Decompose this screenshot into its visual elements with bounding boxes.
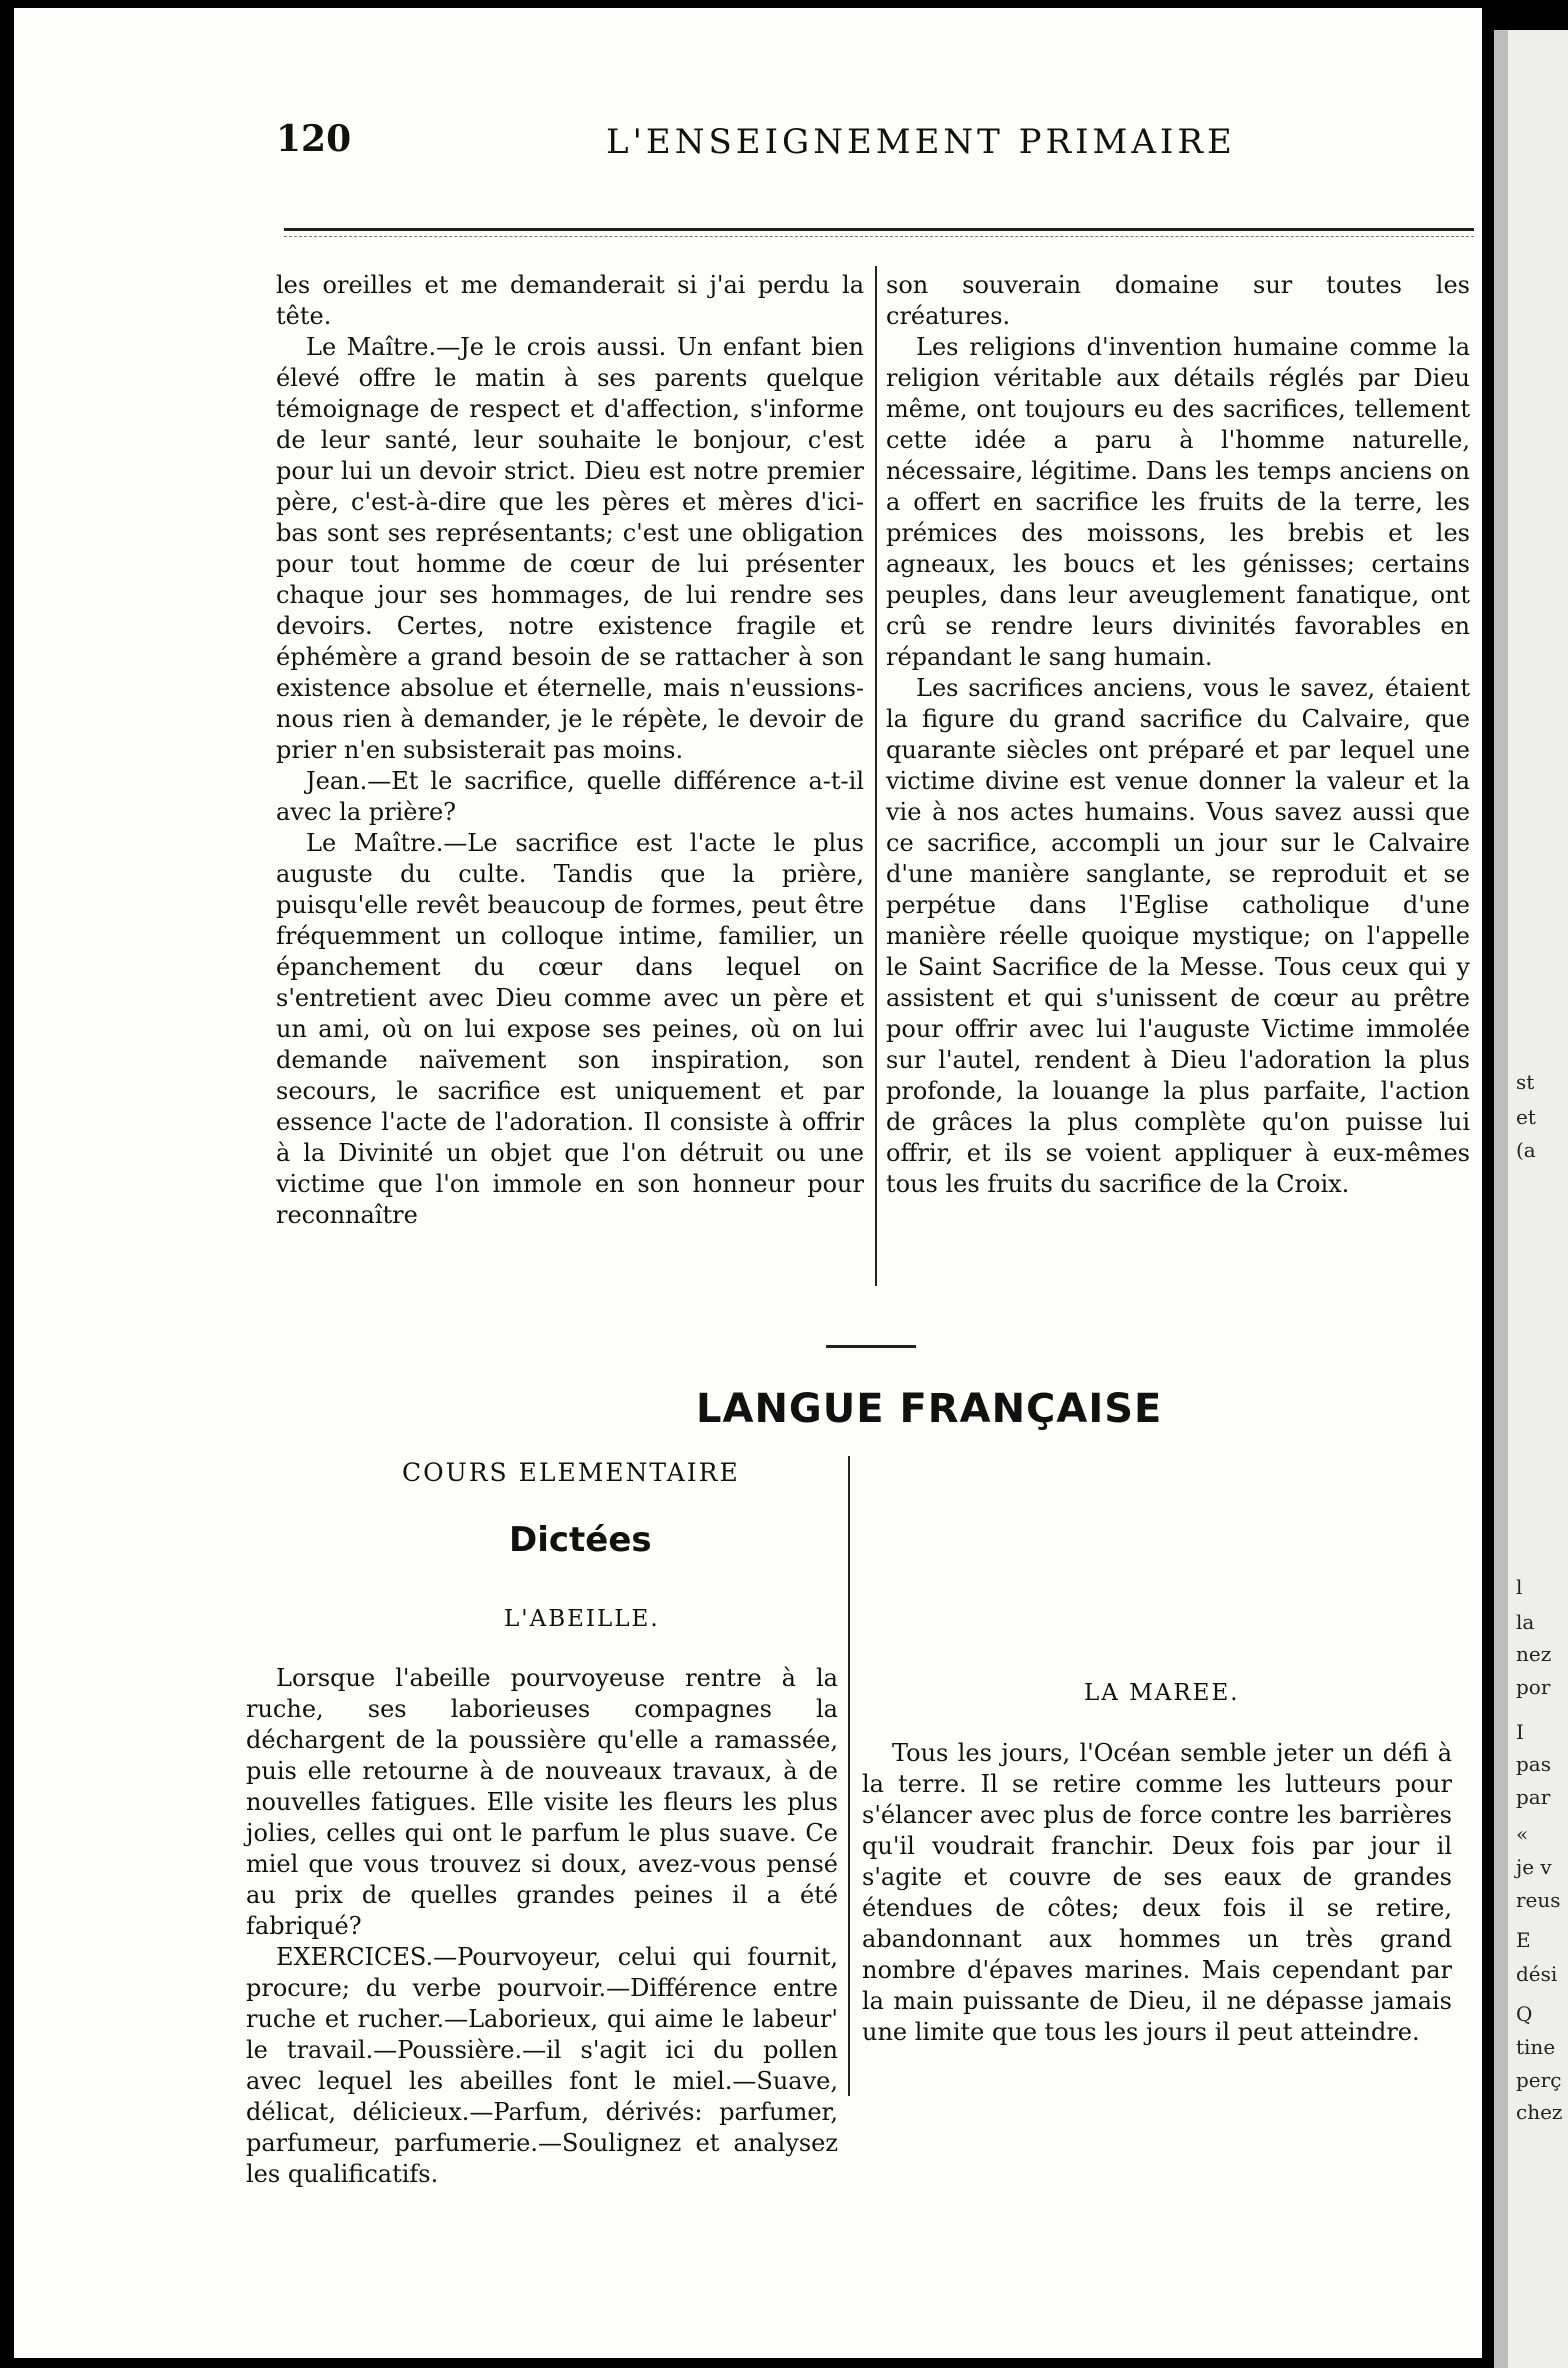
dictee-left-column xyxy=(246,1663,838,2190)
text-fragment: et xyxy=(1516,1105,1536,1129)
dictee-text: Lorsque l'abeille pourvoyeuse rentre à la ruche, ses laborieuses compagnes la déchargent de la poussière qu'elle a ramassée, puis elle retourne à de nouveaux travaux, à de nouvelles fatigues. Elle visite les fleurs les plus jolies, celles qui ont le parfum le plus suave. Ce miel que vous trouvez si doux, avez-vous pensé au prix de quelles grandes peines il a été fabriqué? xyxy=(246,1664,838,1940)
text-fragment: l xyxy=(1516,1575,1523,1599)
page-gutter xyxy=(1494,30,1508,2368)
column-divider xyxy=(848,1456,850,2096)
paragraph: Le Maître.—Le sacrifice est l'acte le plus auguste du culte. Tandis que la prière, puisqu'elle revêt beaucoup de formes, peut être fréquemment un colloque intime, familier, un épanchement du cœur dans lequel on s'entretient avec Dieu comme avec un père et un ami, où on lui expose ses peines, où on lui demande naïvement son inspiration, son secours, le sacrifice est uniquement et par essence l'acte de l'adoration. Il consiste à offrir à la Divinité un objet que l'on détruit ou une victime que l'on immole en son honneur pour reconnaître xyxy=(276,829,864,1229)
text-fragment: chez xyxy=(1516,2100,1563,2124)
header-rule xyxy=(284,228,1474,231)
text-fragment: reus xyxy=(1516,1888,1561,1912)
header-rule-dotted xyxy=(284,236,1474,237)
dictee-title: L'ABEILLE. xyxy=(504,1606,660,1632)
text-fragment: Q xyxy=(1516,2002,1533,2026)
section-title: LANGUE FRANÇAISE xyxy=(696,1386,1163,1432)
text-fragment: por xyxy=(1516,1675,1551,1699)
text-fragment: « xyxy=(1516,1822,1529,1846)
article-left-column xyxy=(276,270,864,1231)
paragraph: les oreilles et me demanderait si j'ai perdu la tête. xyxy=(276,271,864,330)
text-fragment: I xyxy=(1516,1720,1524,1744)
paragraph: son souverain domaine sur toutes les créatures. xyxy=(886,271,1470,330)
text-fragment: dési xyxy=(1516,1962,1558,1986)
column-divider xyxy=(875,266,877,1286)
text-fragment: (a xyxy=(1516,1138,1536,1162)
scanned-page xyxy=(14,8,1482,2358)
dictee-title: LA MAREE. xyxy=(1084,1680,1240,1706)
page-header xyxy=(276,118,1482,168)
text-fragment: la xyxy=(1516,1610,1535,1634)
text-fragment: E xyxy=(1516,1928,1531,1952)
paragraph: Les religions d'invention humaine comme la religion véritable aux détails réglés par Dieu même, ont toujours eu des sacrifices, tellement cette idée a paru à l'homme naturelle, nécessaire, légitime. Dans les temps anciens on a offert en sacrifice les fruits de la terre, les prémices des moissons, les brebis et les agneaux, les boucs et les génisses; certains peuples, dans leur aveuglement fanatique, ont crû se rendre leurs divinités favorables en répandant le sang humain. xyxy=(886,333,1470,671)
exercises-text: EXERCICES.—Pourvoyeur, celui qui fournit, procure; du verbe pourvoir.—Différence entre ruche et rucher.—Laborieux, qui aime le labeur' le travail.—Poussière.—il s'agit ici du pollen avec lequel les abeilles font le miel.—Suave, délicat, délicieux.—Parfum, dérivés: parfumer, parfumeur, parfumerie.—Soulignez et analysez les qualificatifs. xyxy=(246,1943,838,2188)
text-fragment: par xyxy=(1516,1785,1551,1809)
text-fragment: je v xyxy=(1516,1855,1552,1879)
text-fragment: pas xyxy=(1516,1752,1551,1776)
dictees-heading: Dictées xyxy=(509,1520,652,1560)
dictee-text: Tous les jours, l'Océan semble jeter un défi à la terre. Il se retire comme les lutteurs pour s'élancer avec plus de force contre les barrières qu'il voudrait franchir. Deux fois par jour il s'agite et couvre de ses eaux de grandes étendues de côtes; deux fois il se retire, abandonnant aux hommes un très grand nombre d'épaves marines. Mais cependant par la main puissante de Dieu, il ne dépasse jamais une limite que tous les jours il peut atteindre. xyxy=(862,1739,1452,2046)
text-fragment: nez xyxy=(1516,1642,1552,1666)
page-number: 120 xyxy=(276,118,352,160)
dictee-right-column xyxy=(862,1738,1452,2048)
course-title: COURS ELEMENTAIRE xyxy=(402,1458,740,1487)
section-separator xyxy=(826,1345,916,1348)
article-right-column xyxy=(886,270,1470,1200)
paragraph: Jean.—Et le sacrifice, quelle différence a-t-il avec la prière? xyxy=(276,767,864,826)
text-fragment: tine xyxy=(1516,2035,1556,2059)
paragraph: Les sacrifices anciens, vous le savez, étaient la figure du grand sacrifice du Calvaire, que quarante siècles ont préparé et par lequel une victime divine est venue donner la valeur et la vie à nos actes humains. Vous savez aussi que ce sacrifice, accompli un jour sur le Calvaire d'une manière sanglante, se reproduit et se perpétue dans l'Eglise catholique d'une manière réelle quoique mystique; on l'appelle le Saint Sacrifice de la Messe. Tous ceux qui y assistent et qui s'unissent de cœur au prêtre pour offrir avec lui l'auguste Victime immolée sur l'autel, rendent à Dieu l'adoration la plus profonde, la louange la plus parfaite, l'action de grâces la plus complète qu'on puisse lui offrir, et ils se voient appliquer à eux-mêmes tous les fruits du sacrifice de la Croix. xyxy=(886,674,1470,1198)
text-fragment: perç xyxy=(1516,2068,1562,2092)
text-fragment: st xyxy=(1516,1070,1535,1094)
facing-page-edge xyxy=(1494,30,1568,2368)
paragraph: Le Maître.—Je le crois aussi. Un enfant bien élevé offre le matin à ses parents quelque témoignage de respect et d'affection, s'informe de leur santé, leur souhaite le bonjour, c'est pour lui un devoir strict. Dieu est notre premier père, c'est-à-dire que les pères et mères d'ici-bas sont ses représentants; c'est une obligation pour tout homme de cœur de lui présenter chaque jour ses hommages, de lui rendre ses devoirs. Certes, notre existence fragile et éphémère a grand besoin de se rattacher à son existence absolue et éternelle, mais n'eussions-nous rien à demander, je le répète, le devoir de prier n'en subsisterait pas moins. xyxy=(276,333,864,764)
running-title: L'ENSEIGNEMENT PRIMAIRE xyxy=(606,122,1236,162)
